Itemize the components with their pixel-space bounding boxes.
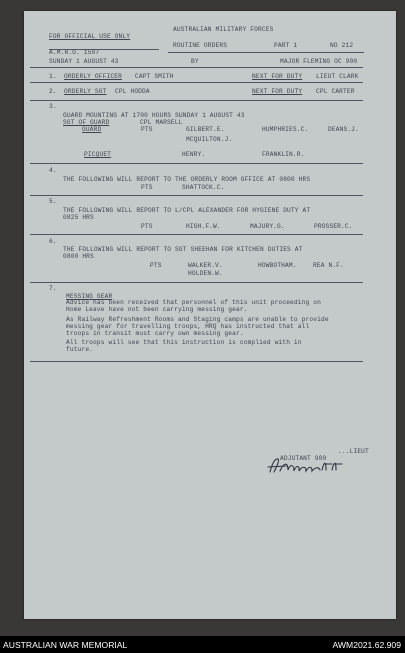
guard-member: DEANS.J. [328,126,359,133]
sgt-of-guard-label: SGT OF GUARD [63,119,110,126]
document-page [24,11,396,619]
rule-1 [30,67,363,68]
rule-5 [30,195,363,196]
messing-gear-line: messing gear for travelling troops, HRQ has instructed that all [66,323,310,330]
next-for-duty-label: NEXT FOR DUTY [252,88,303,95]
item-1-number: 1. [49,73,57,80]
guard-member: GILBERT.E. [186,126,225,133]
item-4-text: THE FOLLOWING WILL REPORT TO THE ORDERLY ROOM OFFICE AT 0800 HRS [63,176,311,183]
item-3-number: 3. [49,103,57,110]
item-5-time: 0825 HRS [63,214,94,221]
item-5-name: MAJURY.G. [250,223,285,230]
orderly-officer-label: ORDERLY OFFICER [64,73,122,80]
adjutant-label: ADJUTANT 900 [280,455,327,462]
guard-label: GUARD [82,126,102,133]
routine-orders-label: ROUTINE ORDERS [173,42,228,49]
guard-member: HUMPHRIES.C. [262,126,309,133]
messing-gear-title: MESSING GEAR [66,293,113,300]
signature-rank: ...LIEUT [338,448,369,455]
messing-gear-line: Home Leave have not been carrying messing gear. [66,306,248,313]
commander-name: MAJOR FLEMING OC 900 [280,58,358,65]
item-6-name: WALKER.V. [188,262,223,269]
by-label: BY [191,58,199,65]
guard-pts: PTS [141,126,153,133]
picquet-label: PICQUET [84,151,112,158]
item-6-number: 6. [49,238,57,245]
item-7-number: 7. [49,285,57,292]
item-6-pts: PTS [150,262,162,269]
item-5-name: HIGH.F.W. [186,223,221,230]
part-label: PART 1 [274,42,298,49]
item-4-number: 4. [49,167,57,174]
archive-footer [0,636,405,653]
item-4-pts: PTS [141,184,153,191]
item-2-number: 2. [49,88,57,95]
orderly-sgt-label: ORDERLY SGT [64,88,107,95]
header-title: AUSTRALIAN MILITARY FORCES [173,26,274,33]
order-date: SUNDAY 1 AUGUST 43 [49,58,119,65]
item-6-name: HOWBOTHAM. [258,262,297,269]
item-6-name: REA N.F. [313,262,344,269]
picquet-member: HENRY. [182,151,206,158]
item-5-pts: PTS [141,223,153,230]
item-4-name: SHATTOCK.C. [182,184,225,191]
official-use-label: FOR OFFICIAL USE ONLY [49,33,131,40]
header-rule-right [168,52,364,53]
item-6-time: 0800 HRS [63,253,94,260]
item-5-number: 5. [49,198,57,205]
rule-2 [30,82,363,83]
messing-gear-line: As Railway Refreshment Rooms and Staging camps are unable to provide [66,316,329,323]
rule-6 [30,234,363,235]
guard-mounting-line: GUARD MOUNTING AT 1700 HOURS SUNDAY 1 AUGUST 43 [63,112,245,119]
orderly-officer-name: CAPT SMITH [135,73,174,80]
guard-member: MCQUILTON.J. [186,136,233,143]
item-6-text: THE FOLLOWING WILL REPORT TO SGT SHEEHAN FOR KITCHEN DUTIES AT [63,246,303,253]
sgt-of-guard-name: CPL MARSELL [140,119,183,126]
next-for-duty-name: LIEUT CLARK [316,73,359,80]
amro-reference: A.M.R.O. 1507 [49,49,100,56]
messing-gear-line: Advice has been received that personnel of this unit proceeding on [66,299,321,306]
item-5-name: PROSSER.C. [314,223,353,230]
item-5-text: THE FOLLOWING WILL REPORT TO L/CPL ALEXANDER FOR HYGIENE DUTY AT [63,207,311,214]
picquet-member: FRANKLIN.R. [262,151,305,158]
footer-right-text: AWM2021.62.909 [332,640,401,650]
rule-3 [30,100,363,101]
header-rule-left [49,49,159,50]
item-6-name: HOLDEN.W. [188,270,223,277]
messing-gear-line: All troops will see that this instruction is complied with in [66,339,302,346]
order-number: NO 212 [330,42,354,49]
messing-gear-line: troops in transit must carry own messing gear. [66,330,244,337]
next-for-duty-label: NEXT FOR DUTY [252,73,303,80]
rule-7 [30,282,363,283]
rule-8 [30,361,363,362]
messing-gear-line: future. [66,346,94,353]
footer-left-text: AUSTRALIAN WAR MEMORIAL [3,640,128,650]
next-for-duty-name: CPL CARTER [316,88,355,95]
rule-4 [30,163,363,164]
orderly-sgt-name: CPL HODDA [115,88,150,95]
